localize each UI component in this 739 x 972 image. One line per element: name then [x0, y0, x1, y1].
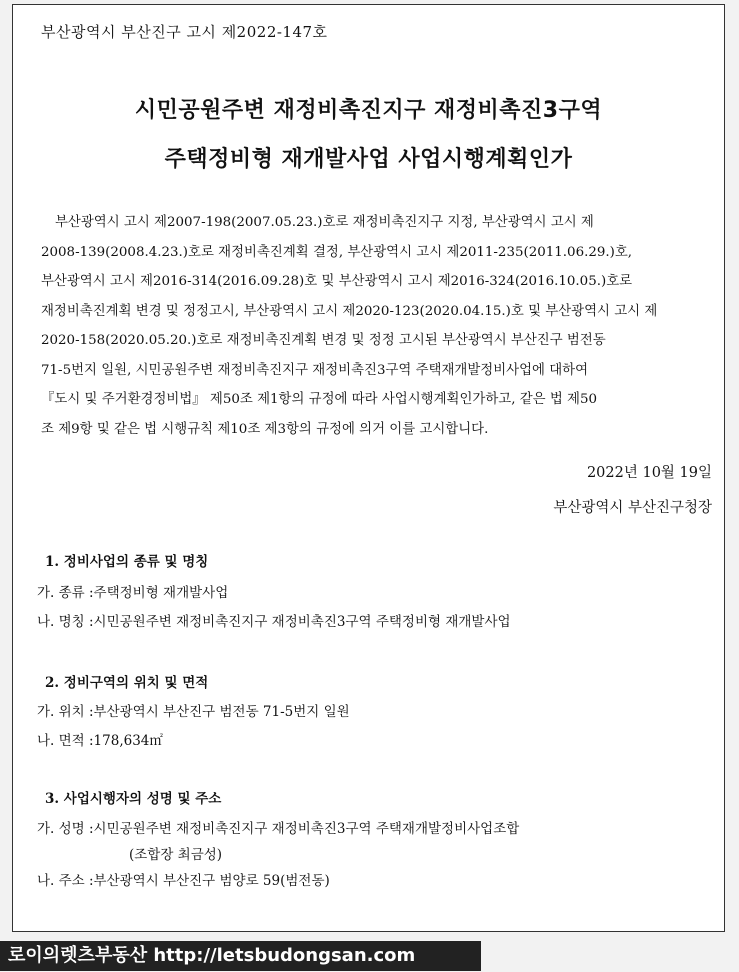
row-value: 주택정비형 재개발사업	[93, 585, 229, 601]
site-watermark: 로이의렛츠부동산 http://letsbudongsan.com	[0, 941, 481, 971]
body-line: 조 제9항 및 같은 법 시행규칙 제10조 제3항의 규정에 의거 이를 고시합니다.	[41, 421, 489, 437]
row-label: 나. 명칭 :	[37, 614, 94, 630]
body-line: 2008-139(2008.4.23.)호로 재정비촉진계획 결정, 부산광역시 고시 제2011-235(2011.06.29.)호,	[41, 244, 633, 260]
row-value: 부산광역시 부산진구 범전동 71-5번지 일원	[93, 704, 350, 720]
document-title-line1: 시민공원주변 재정비촉진지구 재정비촉진3구역	[134, 98, 603, 123]
body-line: 2020-158(2020.05.20.)호로 재정비촉진계획 변경 및 정정 고시된 부산광역시 부산진구 범전동	[41, 333, 606, 348]
section-row	[37, 729, 163, 749]
row-value: 부산광역시 부산진구 범양로 59(범전동)	[93, 873, 330, 889]
section-heading: 3. 사업시행자의 성명 및 주소	[45, 791, 222, 807]
row-value: 시민공원주변 재정비촉진지구 재정비촉진3구역 주택정비형 재개발사업	[93, 614, 511, 630]
row-label: 가. 종류 :	[37, 585, 94, 601]
section-heading: 1. 정비사업의 종류 및 명칭	[45, 554, 209, 570]
body-line: 71-5번지 일원, 시민공원주변 재정비촉진지구 재정비촉진3구역 주택재개발정비사업에 대하여	[41, 362, 589, 378]
notice-number: 부산광역시 부산진구 고시 제2022-147호	[41, 23, 328, 41]
section-heading: 2. 정비구역의 위치 및 면적	[45, 675, 209, 691]
body-line: 부산광역시 고시 제2016-314(2016.09.28)호 및 부산광역시 고시 제2016-324(2016.10.05.)호로	[41, 274, 633, 289]
notice-body	[41, 208, 701, 444]
body-line: 『도시 및 주거환경정비법』 제50조 제1항의 규정에 따라 사업시행계획인가하고, 같은 법 제50	[41, 392, 597, 407]
issuer-name: 부산광역시 부산진구청장	[553, 500, 712, 516]
row-label: 가. 위치 :	[37, 704, 94, 720]
section-row	[37, 581, 228, 601]
notice-document	[12, 4, 725, 932]
body-line: 재정비촉진계획 변경 및 정정고시, 부산광역시 고시 제2020-123(2020.04.15.)호 및 부산광역시 고시 제	[41, 303, 658, 319]
notice-date: 2022년 10월 19일	[586, 465, 712, 481]
row-label: 나. 면적 :	[37, 733, 94, 749]
section-row	[37, 817, 519, 837]
row-value: 시민공원주변 재정비촉진지구 재정비촉진3구역 주택재개발정비사업조합	[93, 821, 520, 837]
section-row	[37, 610, 511, 630]
section-row	[37, 700, 350, 720]
representative-note: (조합장 최금성)	[129, 847, 223, 863]
row-label: 나. 주소 :	[37, 873, 94, 889]
row-label: 가. 성명 :	[37, 821, 94, 837]
body-line: 부산광역시 고시 제2007-198(2007.05.23.)호로 재정비촉진지구 지정, 부산광역시 고시 제	[55, 215, 594, 230]
row-value: 178,634㎡	[93, 733, 163, 749]
document-title-line2: 주택정비형 재개발사업 사업시행계획인가	[164, 147, 573, 172]
section-row	[37, 869, 330, 889]
